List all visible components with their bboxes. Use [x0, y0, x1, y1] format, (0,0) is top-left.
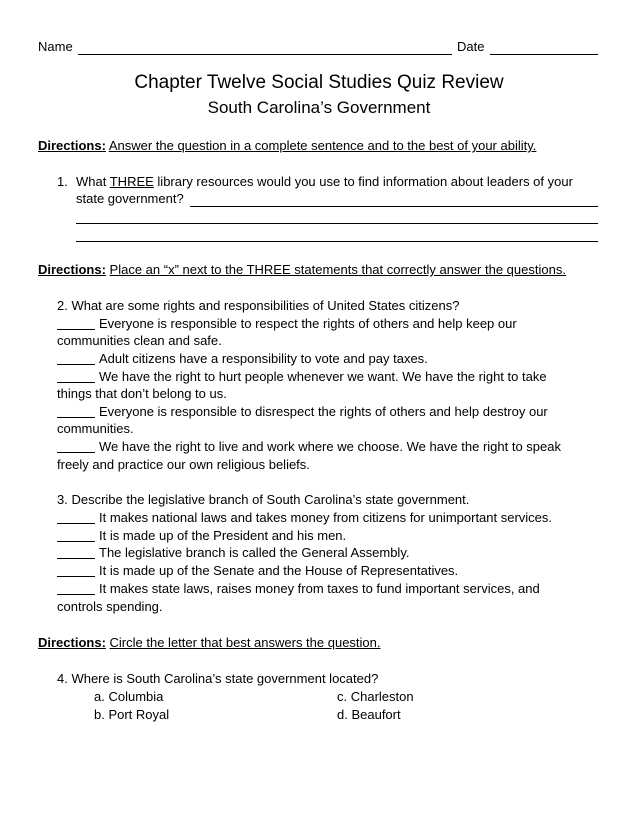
q3-item-4 — [57, 562, 458, 580]
directions-label: Directions: — [38, 635, 106, 650]
answer-blank[interactable] — [57, 545, 95, 559]
directions-label: Directions: — [38, 138, 106, 153]
q1-number: 1. — [57, 174, 68, 189]
q3-item-3 — [57, 544, 409, 562]
q1-suffix: library resources would you use to find information about leaders of your — [157, 174, 573, 189]
directions-text: Place an “x” next to the THREE statements that correctly answer the questions. — [109, 262, 566, 277]
q3-item-5-text: It makes state laws, raises money from taxes to fund important services, and — [99, 581, 540, 596]
q2-question: 2. What are some rights and responsibilities of United States citizens? — [57, 298, 460, 313]
q1-answer-line-2[interactable] — [76, 223, 598, 224]
q3-item-5 — [57, 580, 540, 598]
q3-item-1-text: It makes national laws and takes money from citizens for unimportant services. — [99, 510, 553, 525]
name-label: Name — [38, 39, 73, 54]
section3-directions — [38, 634, 381, 652]
date-line[interactable] — [490, 54, 598, 55]
q1-prefix: What — [76, 174, 107, 189]
q2-item-5-text: We have the right to live and work where we choose. We have the right to speak — [99, 439, 561, 454]
q2-item-3 — [57, 368, 547, 386]
q2-item-1-text: Everyone is responsible to respect the rights of others and help keep our — [99, 316, 517, 331]
page-title: Chapter Twelve Social Studies Quiz Review — [134, 72, 504, 93]
date-label: Date — [457, 39, 485, 54]
answer-blank[interactable] — [57, 510, 95, 524]
q3-item-3-text: The legislative branch is called the General Assembly. — [99, 545, 410, 560]
q4-option-d[interactable]: d. Beaufort — [337, 707, 401, 722]
q4-option-b[interactable]: b. Port Royal — [94, 707, 170, 722]
q4-option-c[interactable]: c. Charleston — [337, 689, 414, 704]
answer-blank[interactable] — [57, 316, 95, 330]
q2-item-4 — [57, 403, 548, 421]
q2-item-1-cont: communities clean and safe. — [57, 333, 222, 348]
q2-item-2-text: Adult citizens have a responsibility to vote and pay taxes. — [99, 351, 428, 366]
q2-item-3-cont: things that don’t belong to us. — [57, 386, 227, 401]
answer-blank[interactable] — [57, 351, 95, 365]
q3-item-1 — [57, 509, 552, 527]
q3-item-5-cont: controls spending. — [57, 599, 163, 614]
q1-answer-line-3[interactable] — [76, 241, 598, 242]
answer-blank[interactable] — [57, 528, 95, 542]
q3-item-2 — [57, 527, 346, 545]
section1-directions — [38, 137, 536, 155]
answer-blank[interactable] — [57, 439, 95, 453]
q2-item-5-cont: freely and practice our own religious beliefs. — [57, 457, 310, 472]
q2-item-5 — [57, 438, 561, 456]
q2-item-3-text: We have the right to hurt people whenever we want. We have the right to take — [99, 369, 547, 384]
q2-item-4-text: Everyone is responsible to disrespect the rights of others and help destroy our — [99, 404, 548, 419]
q4-question: 4. Where is South Carolina’s state government located? — [57, 671, 379, 686]
q3-item-2-text: It is made up of the President and his men. — [99, 528, 347, 543]
answer-blank[interactable] — [57, 369, 95, 383]
answer-blank[interactable] — [57, 404, 95, 418]
q4-option-a[interactable]: a. Columbia — [94, 689, 164, 704]
q2-item-4-cont: communities. — [57, 421, 134, 436]
q1-line1 — [76, 173, 573, 191]
q2-item-1 — [57, 315, 517, 333]
page-subtitle: South Carolina’s Government — [207, 98, 431, 117]
answer-blank[interactable] — [57, 581, 95, 595]
q1-answer-line-1[interactable] — [190, 206, 598, 207]
directions-text: Answer the question in a complete sentence and to the best of your ability. — [108, 138, 537, 153]
q3-question: 3. Describe the legislative branch of South Carolina’s state government. — [57, 492, 470, 507]
q3-item-4-text: It is made up of the Senate and the House of Representatives. — [99, 563, 459, 578]
q2-item-2 — [57, 350, 428, 368]
answer-blank[interactable] — [57, 563, 95, 577]
directions-label: Directions: — [38, 262, 106, 277]
q1-line2: state government? — [76, 191, 184, 206]
name-line[interactable] — [78, 54, 452, 55]
q1-emphasis: THREE — [109, 174, 154, 189]
section2-directions — [38, 261, 566, 279]
directions-text: Circle the letter that best answers the question. — [109, 635, 381, 650]
